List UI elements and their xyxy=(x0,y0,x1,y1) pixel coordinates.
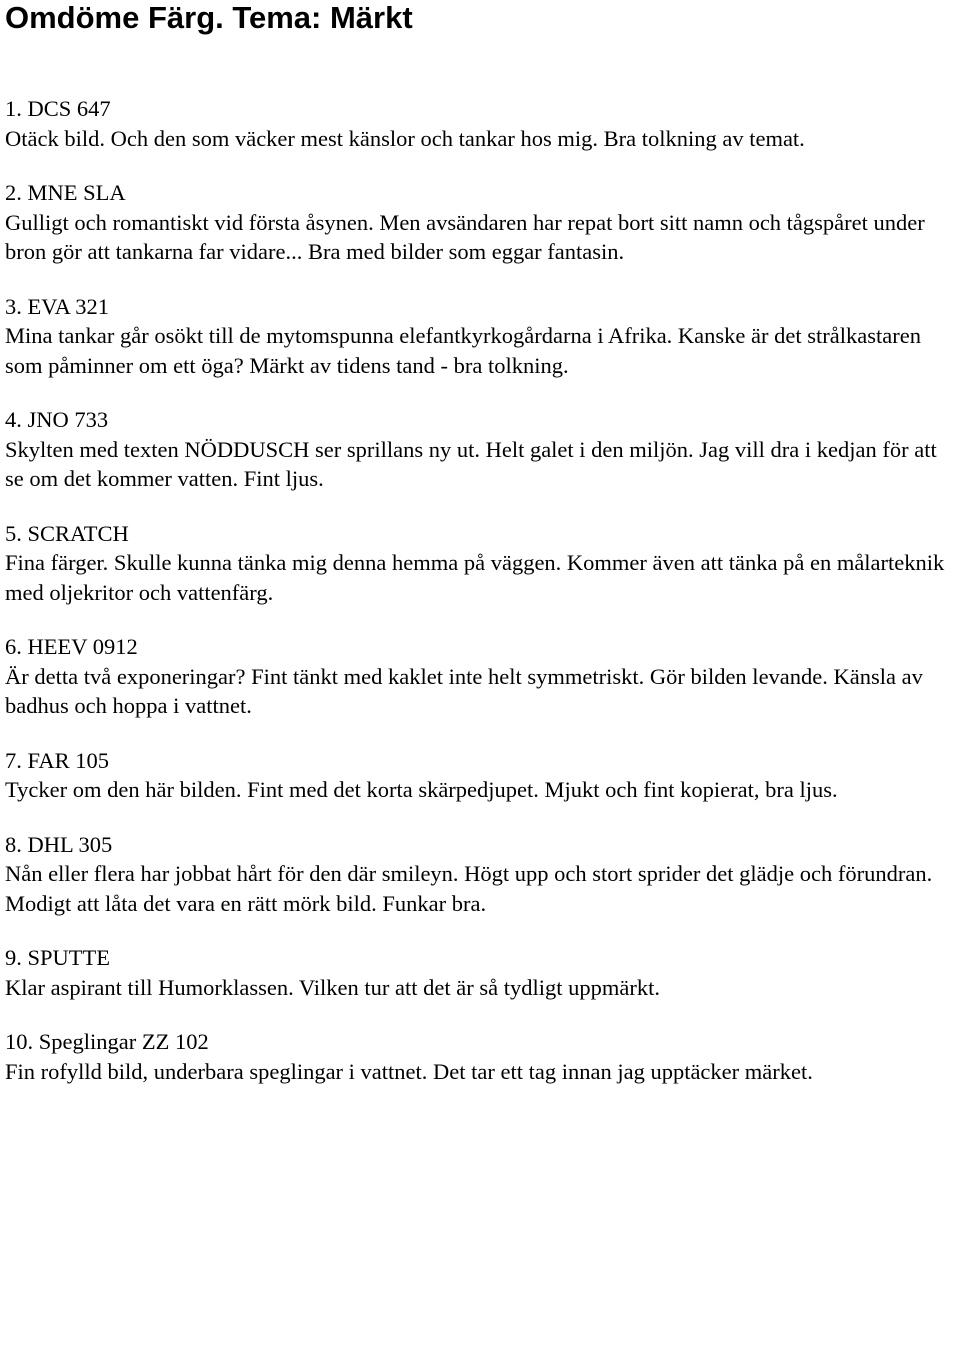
entry-heading: 6. HEEV 0912 xyxy=(5,634,138,659)
entry-text: Otäck bild. Och den som väcker mest känslor och tankar hos mig. Bra tolkning av temat. xyxy=(5,125,805,151)
entry-text: Mina tankar går osökt till de mytomspunna elefantkyrkogårdarna i Afrika. Kanske är det strålkastaren som påminner om ett öga? Märkt av tidens tand - bra tolkning. xyxy=(5,323,921,378)
entry-text: Nån eller flera har jobbat hårt för den där smileyn. Högt upp och stort sprider det glädje och förundran. Modigt att låta det vara en rätt mörk bild. Funkar bra. xyxy=(5,861,933,916)
document-page xyxy=(5,0,955,1111)
entry-heading: 2. MNE SLA xyxy=(5,180,126,205)
entry-text: Klar aspirant till Humorklassen. Vilken tur att det är så tydligt uppmärkt. xyxy=(5,974,660,1000)
entry-heading: 10. Speglingar ZZ 102 xyxy=(5,1029,209,1054)
entry-text: Tycker om den här bilden. Fint med det korta skärpedjupet. Mjukt och fint kopierat, bra ljus. xyxy=(5,777,838,802)
entry-list xyxy=(5,94,955,1086)
entry-text: Fin rofylld bild, underbara speglingar i vattnet. Det tar ett tag innan jag upptäcker märket. xyxy=(5,1058,813,1084)
entry-heading: 8. DHL 305 xyxy=(5,831,113,857)
entry-heading: 3. EVA 321 xyxy=(5,293,109,319)
list-item xyxy=(5,943,955,1002)
entry-heading: 4. JNO 733 xyxy=(5,407,109,432)
page-title: Omdöme Färg. Tema: Märkt xyxy=(5,0,413,35)
list-item xyxy=(5,632,955,721)
list-item xyxy=(5,830,955,919)
list-item xyxy=(5,405,955,494)
list-item xyxy=(5,178,955,267)
entry-heading: 7. FAR 105 xyxy=(5,747,109,773)
list-item xyxy=(5,1027,955,1086)
list-item xyxy=(5,746,955,805)
entry-heading: 1. DCS 647 xyxy=(5,96,111,121)
entry-heading: 5. SCRATCH xyxy=(5,520,129,546)
entry-text: Är detta två exponeringar? Fint tänkt med kaklet inte helt symmetriskt. Gör bilden levande. Känsla av badhus och hoppa i vattnet. xyxy=(5,663,923,718)
list-item xyxy=(5,94,955,153)
entry-heading: 9. SPUTTE xyxy=(5,945,111,970)
entry-text: Skylten med texten NÖDDUSCH ser sprillans ny ut. Helt galet i den miljön. Jag vill dra i kedjan för att se om det kommer vatten. Fint ljus. xyxy=(5,436,937,491)
entry-text: Fina färger. Skulle kunna tänka mig denna hemma på väggen. Kommer även att tänka på en målarteknik med oljekritor och vattenfärg. xyxy=(5,550,945,605)
entry-text: Gulligt och romantiskt vid första åsynen. Men avsändaren har repat bort sitt namn och tågspåret under bron gör att tankarna far vidare... Bra med bilder som eggar fantasin. xyxy=(5,209,925,264)
list-item xyxy=(5,292,955,381)
list-item xyxy=(5,519,955,608)
